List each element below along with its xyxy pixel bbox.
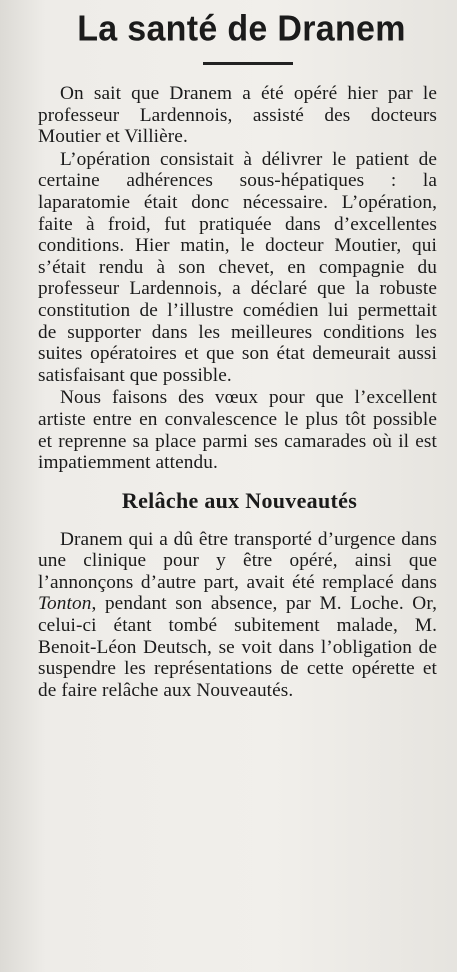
title-rule: [203, 62, 293, 65]
second-article-text-end: , pendant son absence, par M. Loche. Or, celui-ci étant tombé subitement malade, M. Benoit-Léon Deutsch, se voit dans l’obligation de suspendre les représentations de cette opérette et de faire relâche aux Nouveautés.: [38, 593, 437, 701]
article-paragraph-2: L’opération consistait à délivrer le patient de certaine adhérences sous-hépatiques : la laparatomie était donc nécessaire. L’opération, faite à froid, fut pratiquée dans d’excellentes conditions. Hier matin, le docteur Moutier, qui s’était rendu à son chevet, en compagnie du professeur Lardennois, a déclaré que la robuste constitution de l’illustre comédien lui permettait de supporter dans les meilleures conditions les suites opératoires et que son état demeurait aussi satisfaisant que possible.: [38, 148, 437, 386]
article-paragraph-3: Nous faisons des vœux pour que l’excellent artiste entre en convalescence le plus tôt possible et reprenne sa place parmi ses camarades où il est impatiemment attendu.: [38, 387, 437, 474]
article-paragraph-1: On sait que Dranem a été opéré hier par le professeur Lardennois, assisté des docteurs Moutier et Villière.: [38, 83, 437, 148]
second-article-heading: Relâche aux Nouveautés: [121, 487, 358, 513]
operetta-title: Tonton: [38, 593, 92, 615]
article-title: La santé de Dranem: [77, 9, 406, 49]
second-article-paragraph: [38, 529, 437, 702]
second-article-text-start: Dranem qui a dû être transporté d’urgence dans une clinique pour y être opéré, ainsi que l’annonçons d’autre part, avait été remplacé dans: [38, 528, 437, 593]
